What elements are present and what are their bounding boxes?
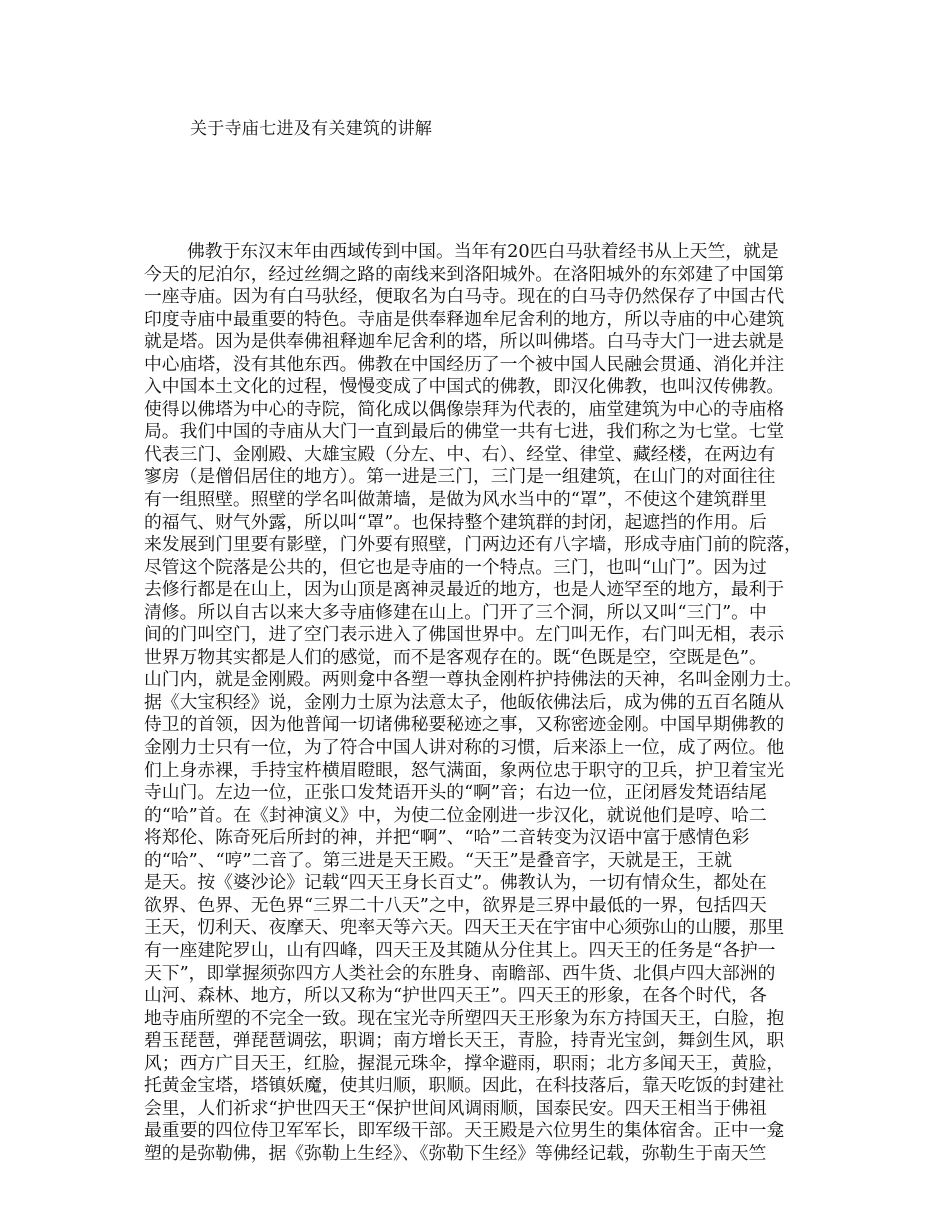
paragraph-line: 尽管这个院落是公共的，但它也是寺庙的一个特点。三门，也叫“山门”。因为过 — [144, 556, 767, 578]
paragraph-line: 去修行都是在山上，因为山顶是离神灵最近的地方，也是人迹罕至的地方，最利于 — [144, 579, 785, 601]
paragraph-line: 据《大宝积经》说，金刚力士原为法意太子，他皈依佛法后，成为佛的五百名随从 — [144, 691, 785, 713]
paragraph-line: 一座寺庙。因为有白马驮经，便取名为白马寺。现在的白马寺仍然保存了中国古代 — [144, 286, 785, 308]
paragraph-line: 王天，忉利天、夜摩天、兜率天等六天。四天王天在宇宙中心须弥山的山腰，那里 — [144, 917, 785, 939]
paragraph-line: 是天。按《婆沙论》记载“四天王身长百丈”。佛教认为，一切有情众生，都处在 — [144, 872, 767, 894]
paragraph-line: 就是塔。因为是供奉佛祖释迦牟尼舍利的塔，所以叫佛塔。白马寺大门一进去就是 — [144, 331, 785, 353]
paragraph-line: 会里，人们祈求“护世四天王“保护世间风调雨顺，国泰民安。四天王相当于佛祖 — [144, 1097, 767, 1119]
paragraph-line: 局。我们中国的寺庙从大门一直到最后的佛堂一共有七进，我们称之为七堂。七堂 — [144, 421, 785, 443]
document-title: 关于寺庙七进及有关建筑的讲解 — [190, 119, 433, 139]
paragraph-line: 印度寺庙中最重要的特色。寺庙是供奉释迦牟尼舍利的地方，所以寺庙的中心建筑 — [144, 308, 785, 330]
paragraph-line: 托黄金宝塔，塔镇妖魔，使其归顺，职顺。因此，在科技落后，靠天吃饭的封建社 — [144, 1075, 785, 1097]
paragraph-line: 的“哈”、“哼”二音了。第三进是天王殿。“天王”是叠音字，天就是王，王就 — [144, 849, 732, 871]
paragraph-line: 天下”，即掌握须弥四方人类社会的东胜身、南瞻部、西牛货、北俱卢四大部洲的 — [144, 962, 776, 984]
paragraph-line: 的“哈”首。在《封神演义》中，为使二位金刚进一步汉化，就说他们是哼、哈二 — [144, 804, 767, 826]
paragraph-line: 们上身赤裸，手持宝杵横眉瞪眼，怒气满面，象两位忠于职守的卫兵，护卫着宝光 — [144, 759, 785, 781]
paragraph-line: 来发展到门里要有影壁，门外要有照壁，门两边还有八字墙，形成寺庙门前的院落， — [144, 534, 802, 556]
paragraph-line: 入中国本土文化的过程，慢慢变成了中国式的佛教，即汉化佛教，也叫汉传佛教。 — [144, 376, 785, 398]
paragraph-line: 碧玉琵琶，弹琵琶调弦，职调；南方增长天王，青脸，持青光宝剑，舞剑生风，职 — [144, 1030, 785, 1052]
paragraph-line: 清修。所以自古以来大多寺庙修建在山上。门开了三个洞，所以又叫“三门”。中 — [144, 601, 767, 623]
paragraph-line: 山河、森林、地方，所以又称为“护世四天王”。四天王的形象，在各个时代，各 — [144, 985, 767, 1007]
paragraph-line: 最重要的四位侍卫军军长，即军级干部。天王殿是六位男生的集体宿舍。正中一龛 — [144, 1120, 785, 1142]
paragraph-line: 间的门叫空门，进了空门表示进入了佛国世界中。左门叫无作，右门叫无相，表示 — [144, 624, 785, 646]
paragraph-line: 将郑伦、陈奇死后所封的神，并把“啊”、“哈”二音转变为汉语中富于感情色彩 — [144, 827, 750, 849]
paragraph-line: 中心庙塔，没有其他东西。佛教在中国经历了一个被中国人民融会贯通、消化并注 — [144, 353, 785, 375]
paragraph-line: 风；西方广目天王，红脸，握混元珠伞，撑伞避雨，职雨；北方多闻天王，黄脸， — [144, 1052, 785, 1074]
paragraph-line: 有一组照壁。照壁的学名叫做萧墙，是做为风水当中的“罩”，不使这个建筑群里 — [144, 489, 767, 511]
paragraph-line: 塑的是弥勒佛，据《弥勒上生经》、《弥勒下生经》等佛经记载，弥勒生于南天竺 — [144, 1142, 767, 1164]
paragraph-line: 代表三门、金刚殿、大雄宝殿（分左、中、右）、经堂、律堂、藏经楼，在两边有 — [144, 443, 776, 465]
paragraph-line: 使得以佛塔为中心的寺院，简化成以偶像崇拜为代表的，庙堂建筑为中心的寺庙格 — [144, 398, 785, 420]
paragraph-line: 寥房（是僧侣居住的地方）。第一进是三门，三门是一组建筑，在山门的对面往往 — [144, 466, 776, 488]
paragraph-line: 地寺庙所塑的不完全一致。现在宝光寺所塑四天王形象为东方持国天王，白脸，抱 — [144, 1007, 785, 1029]
paragraph-line: 佛教于东汉末年由西域传到中国。当年有20匹白马驮着经书从上天竺，就是 — [187, 241, 779, 262]
paragraph-line: 侍卫的首领，因为他普闻一切诸佛秘要秘迹之事，又称密迹金刚。中国早期佛教的 — [144, 714, 785, 736]
paragraph-line: 世界万物其实都是人们的感觉，而不是客观存在的。既“色既是空，空既是色”。 — [144, 646, 767, 668]
paragraph-line: 的福气、财气外露，所以叫“罩”。也保持整个建筑群的封闭，起遮挡的作用。后 — [144, 511, 767, 533]
paragraph-line: 有一座建陀罗山，山有四峰，四天王及其随从分住其上。四天王的任务是“各护一 — [144, 939, 776, 961]
paragraph-line: 金刚力士只有一位，为了符合中国人讲对称的习惯，后来添上一位，成了两位。他 — [144, 737, 785, 759]
paragraph-line: 今天的尼泊尔，经过丝绸之路的南线来到洛阳城外。在洛阳城外的东郊建了中国第 — [144, 263, 785, 285]
paragraph-line: 山门内，就是金刚殿。两则龛中各塑一尊执金刚杵护持佛法的天神，名叫金刚力士。 — [144, 669, 802, 691]
paragraph-line: 欲界、色界、无色界“三界二十八天”之中，欲界是三界中最低的一界，包括四天 — [144, 894, 767, 916]
document-body — [144, 241, 834, 1165]
paragraph-line: 寺山门。左边一位，正张口发梵语开头的“啊”音；右边一位，正闭唇发梵语结尾 — [144, 782, 767, 804]
